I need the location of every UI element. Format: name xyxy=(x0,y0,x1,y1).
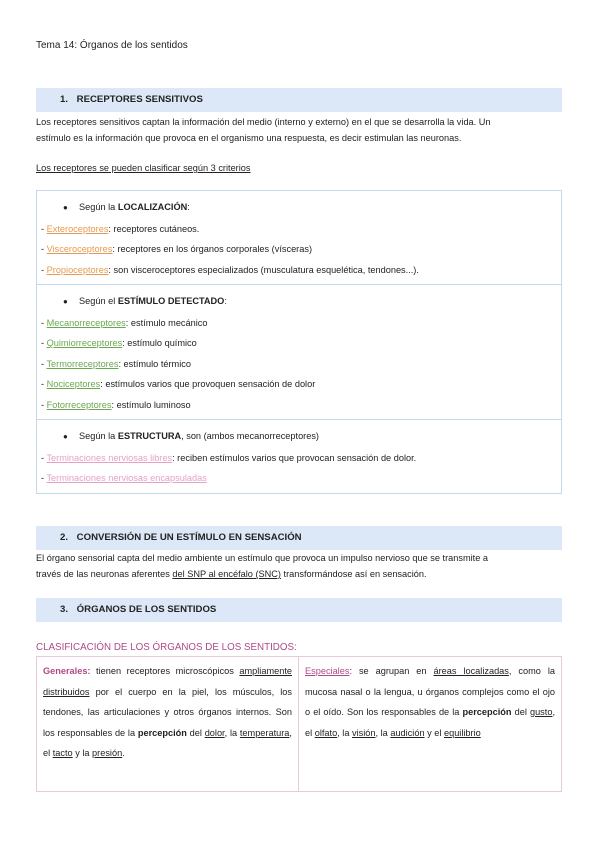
especiales-label: Especiales xyxy=(305,666,350,676)
list-item: - Fotorreceptores: estímulo luminoso xyxy=(41,399,191,410)
structure-row xyxy=(37,420,561,493)
term-terminaciones-libres: Terminaciones nerviosas libres xyxy=(46,452,173,463)
term-nociceptores: Nociceptores xyxy=(46,379,101,389)
term-mecanorreceptores: Mecanorreceptores xyxy=(46,317,126,328)
classification-title: CLASIFICACIÓN DE LOS ÓRGANOS DE LOS SENTIDOS: xyxy=(36,642,297,653)
term-propioceptores: Propioceptores xyxy=(46,264,109,275)
structure-heading: ● Según la ESTRUCTURA, son (ambos mecanorreceptores) xyxy=(41,426,561,448)
bullet-icon: ● xyxy=(63,432,68,441)
section-2-heading: 2. CONVERSIÓN DE UN ESTÍMULO EN SENSACIÓN xyxy=(36,526,562,550)
generales-cell: Generales: tienen receptores microscópicos ampliamente distribuidos por el cuerpo en la piel, los músculos, los tendones, las articulaciones y otros órganos internos. Son los responsables de la percepción del dolor, la temperatura, el tacto y la presión. xyxy=(37,657,299,791)
term-termorreceptores: Termorreceptores xyxy=(46,358,119,369)
section-1-line-1: Los receptores sensitivos captan la información del medio (interno y externo) en el que se desarrolla la vida. Un xyxy=(36,117,491,127)
list-item: - Quimiorreceptores: estímulo químico xyxy=(41,338,197,348)
section-1-paragraph xyxy=(36,114,564,146)
classification-table xyxy=(36,656,562,792)
document-title: Tema 14: Órganos de los sentidos xyxy=(36,40,188,51)
term-visceroceptores: Visceroceptores xyxy=(46,244,113,254)
section-3-title: ÓRGANOS DE LOS SENTIDOS xyxy=(76,604,217,615)
section-2-title: CONVERSIÓN DE UN ESTÍMULO EN SENSACIÓN xyxy=(76,532,302,543)
list-item: - Propioceptores: son visceroceptores especializados (musculatura esquelética, tendones...). xyxy=(41,264,419,275)
term-terminaciones-encapsuladas: Terminaciones nerviosas encapsuladas xyxy=(46,473,207,483)
list-item: - Nociceptores: estímulos varios que provoquen sensación de dolor xyxy=(41,379,316,389)
term-fotorreceptores: Fotorreceptores xyxy=(46,399,112,410)
section-1-heading xyxy=(36,88,562,112)
section-1-number: 1. xyxy=(60,94,69,105)
stimulus-heading: ● Según el ESTÍMULO DETECTADO: xyxy=(41,291,561,313)
localization-row xyxy=(37,191,561,285)
especiales-cell: Especiales: se agrupan en áreas localizadas, como la mucosa nasal o la lengua, u órganos complejos como el ojo o el oído. Son los responsables de la percepción del gusto, el olfato, la visión, la audición y el equilibrio xyxy=(305,666,555,738)
bullet-icon: ● xyxy=(63,297,68,306)
section-2-paragraph: El órgano sensorial capta del medio ambiente un estímulo que provoca un impulso nervioso que se transmite a través de las neuronas aferentes del SNP al encéfalo (SNC) transformándose así en sensación. xyxy=(36,553,488,579)
section-1-title: RECEPTORES SENSITIVOS xyxy=(76,94,203,105)
list-item: - Terminaciones nerviosas encapsuladas xyxy=(41,473,207,483)
list-item: - Terminaciones nerviosas libres: reciben estímulos varios que provocan sensación de dolor. xyxy=(41,452,417,463)
term-quimiorreceptores: Quimiorreceptores xyxy=(46,338,123,348)
list-item: - Exteroceptores: receptores cutáneos. xyxy=(41,223,200,234)
term-exteroceptores: Exteroceptores xyxy=(46,223,109,234)
list-item: - Termorreceptores: estímulo térmico xyxy=(41,358,191,369)
list-item: - Mecanorreceptores: estímulo mecánico xyxy=(41,317,208,328)
section-3-heading: 3. ÓRGANOS DE LOS SENTIDOS xyxy=(36,598,562,622)
generales-label: Generales: xyxy=(43,666,91,676)
list-item: - Visceroceptores: receptores en los órganos corporales (vísceras) xyxy=(41,244,313,254)
stimulus-row xyxy=(37,285,561,420)
bullet-icon: ● xyxy=(63,203,68,212)
criteria-text: Los receptores se pueden clasificar según 3 criterios xyxy=(36,163,251,173)
section-1-line-2: estímulo es la información que provoca en el organismo una respuesta, es decir estimulan las neuronas. xyxy=(36,133,462,143)
localization-heading: ● Según la LOCALIZACIÓN: xyxy=(41,197,561,219)
receptor-criteria-box xyxy=(36,190,562,494)
